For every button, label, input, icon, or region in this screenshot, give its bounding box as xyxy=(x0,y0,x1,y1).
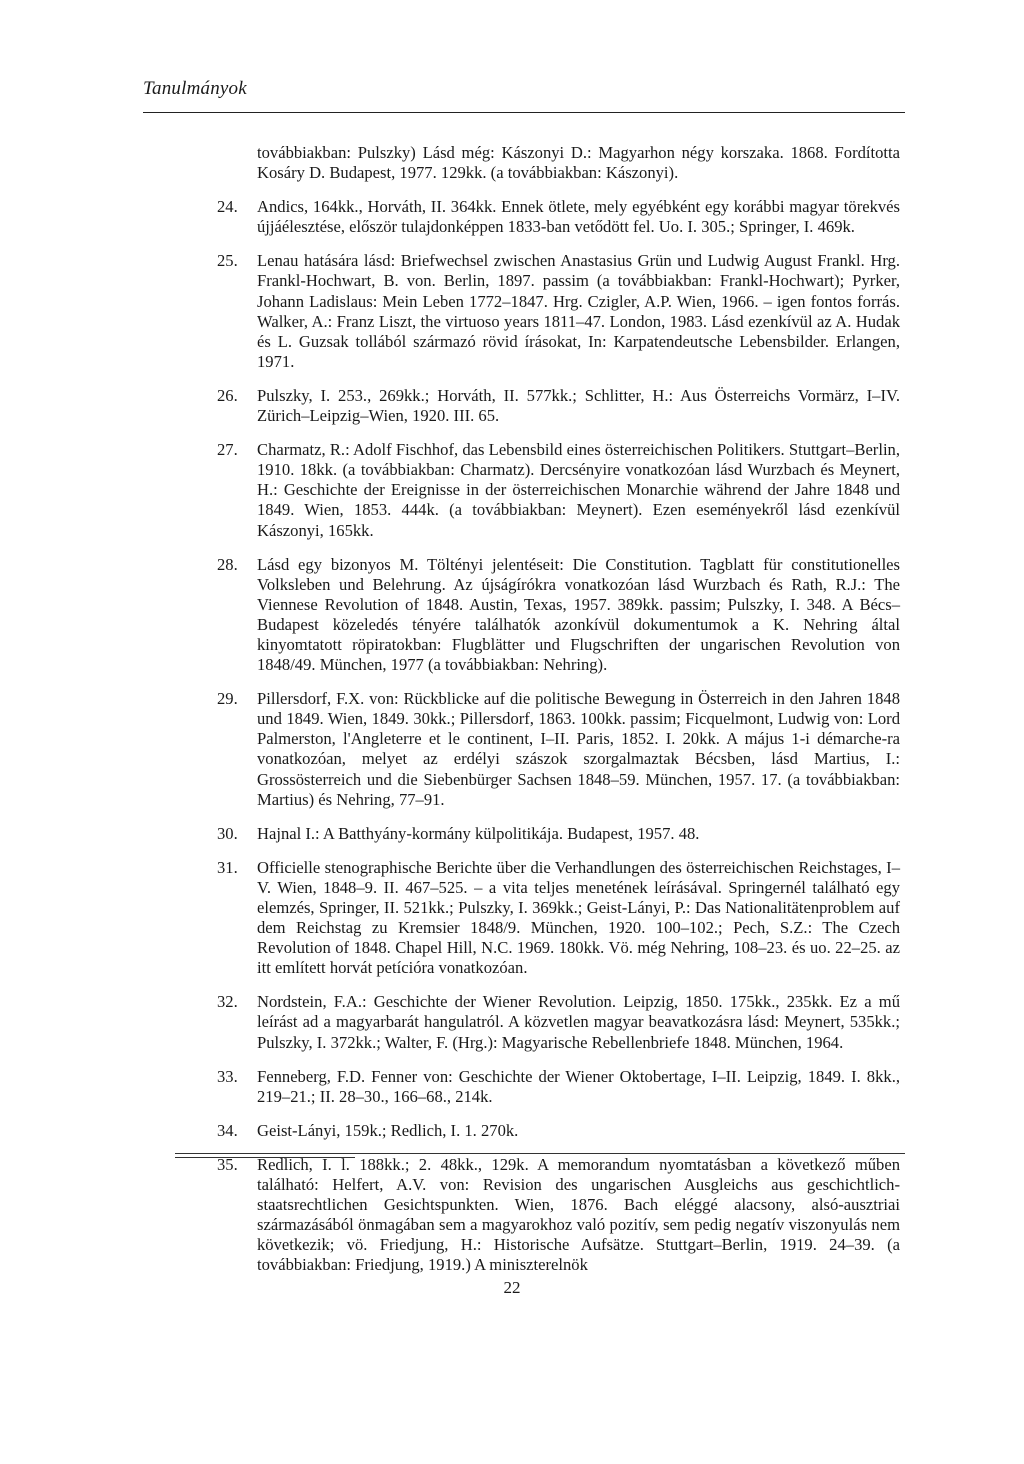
endnote-number: 35. xyxy=(217,1154,238,1174)
endnote xyxy=(217,197,900,237)
endnote-number: 25. xyxy=(217,251,238,271)
endnote xyxy=(217,386,900,426)
endnote-number: 31. xyxy=(217,857,238,877)
endnote-number: 30. xyxy=(217,823,238,843)
endnote-text: Pulszky, I. 253., 269kk.; Horváth, II. 577kk.; Schlitter, H.: Aus Österreichs Vormärz, I–IV. Zürich–Leipzig–Wien, 1920. III. 65. xyxy=(257,385,900,426)
endnote-text: Officielle stenographische Berichte über die Verhandlungen des österreichischen Reichstages, I–V. Wien, 1848–9. II. 467–525. – a vita teljes menetének leírásával. Springernél található egy elemzés, Springer, II. 521kk.; Pulszky, I. 369kk.; Geist-Lányi, P.: Das Nationalitätenproblem auf dem Reichstag zu Kremsier 1848/9. München, 1920. 100–102.; Pech, S.Z.: The Czech Revolution of 1848. Chapel Hill, N.C. 1969. 180kk. Vö. még Nehring, 108–23. és uo. 22–25. az itt említett horvát petícióra vonatkozóan. xyxy=(257,857,900,978)
endnote-text: Lásd egy bizonyos M. Töltényi jelentéseit: Die Constitution. Tagblatt für constitutionelles Volksleben und Belehrung. Az újságírókra vonatkozóan lásd Wurzbach és Rath, R.J.: The Viennese Revolution of 1848. Austin, Texas, 1957. 389kk. passim; Pulszky, I. 348. A Bécs–Budapest közeledés tényére találhatók azonkívül dokumentumok a K. Nehring által kinyomtatott röpiratokban: Flugblätter und Flugschriften der ungarischen Revolution von 1848/49. München, 1977 (a továbbiakban: Nehring). xyxy=(257,554,900,675)
page-number: 22 xyxy=(503,1278,521,1297)
endnote xyxy=(217,143,900,183)
endnote-number: 26. xyxy=(217,385,238,405)
header-rule xyxy=(143,112,905,113)
endnote-number: 32. xyxy=(217,992,238,1012)
endnote-text: Charmatz, R.: Adolf Fischhof, das Lebensbild eines österreichischen Politikers. Stuttgart–Berlin, 1910. 18kk. (a továbbiakban: Charmatz). Dercsényire vonatkozóan lásd Wurzbach és Meynert, H.: Geschichte der Ereignisse in der österreichischen Monarchie während der Jahre 1848 und 1849. Wien, 1853. 444k. (a továbbiakban: Meynert). Ezen eseményekről lásd ezenkívül Kászonyi, 165kk. xyxy=(257,440,900,540)
endnote-number: 27. xyxy=(217,440,238,460)
endnote xyxy=(217,1155,900,1276)
endnote-text: Hajnal I.: A Batthyány-kormány külpolitikája. Budapest, 1957. 48. xyxy=(257,823,700,843)
endnote-number: 24. xyxy=(217,197,238,217)
endnote-number: 34. xyxy=(217,1120,238,1140)
endnote-text: továbbiakban: Pulszky) Lásd még: Kászonyi D.: Magyarhon négy korszaka. 1868. Fordította Kosáry D. Budapest, 1977. 129kk. (a továbbiakban: Kászonyi). xyxy=(257,143,900,183)
endnote-text: Geist-Lányi, 159k.; Redlich, I. 1. 270k. xyxy=(257,1120,519,1140)
endnote xyxy=(217,858,900,979)
endnote xyxy=(217,1067,900,1107)
running-header: Tanulmányok xyxy=(143,78,247,99)
endnote-number: 28. xyxy=(217,554,238,574)
endnote xyxy=(217,689,900,810)
endnote-text: Pillersdorf, F.X. von: Rückblicke auf die politische Bewegung in Österreich in den Jahren 1848 und 1849. Wien, 1849. 30kk.; Pillersdorf, 1863. 100kk. passim; Ficquelmont, Ludwig von: Lord Palmerston, l'Angleterre et le continent, I–II. Paris, 1852. I. 20kk. A május 1-i démarche-ra vonatkozóan, melyet az erdélyi szászok szorgalmaztak Bécsben, lásd Martius, I.: Grossösterreich und die Siebenbürger Sachsen 1848–59. München, 1957. 17. (a továbbiakban: Martius) és Nehring, 77–91. xyxy=(257,689,900,809)
endnote-number: 29. xyxy=(217,689,238,709)
endnote-text: Fenneberg, F.D. Fenner von: Geschichte der Wiener Oktobertage, I–II. Leipzig, 1849. I. 8kk., 219–21.; II. 28–30., 166–68., 214k. xyxy=(257,1066,900,1106)
endnotes-list xyxy=(217,143,900,1290)
endnote-text: Andics, 164kk., Horváth, II. 364kk. Ennek ötlete, mely egyébként egy korábbi magyar törekvés újjáélesztése, először tulajdonképpen 1833-ban vetődött fel. Uo. I. 305.; Springer, I. 469k. xyxy=(257,197,900,237)
endnote xyxy=(217,992,900,1052)
endnote xyxy=(217,824,900,844)
endnote xyxy=(217,251,900,372)
footer-rule xyxy=(175,1153,905,1154)
endnote xyxy=(217,1121,900,1141)
footer-rule-short xyxy=(175,1157,355,1158)
endnote xyxy=(217,440,900,540)
endnote-number: 33. xyxy=(217,1066,238,1086)
endnote-text: Redlich, I. l. 188kk.; 2. 48kk., 129k. A memorandum nyomtatásban a következő műben található: Helfert, A.V. von: Revision des ungarischen Ausgleichs aus geschichtlich-staatsrechtlichen Gesichtspunkten. Wien, 1876. Bach eléggé alacsony, alsó-ausztriai származásából önmagában sem a magyarokhoz való pozitív, sem pedig negatív viszonyulás nem következik; vö. Friedjung, H.: Historische Aufsätze. Stuttgart–Berlin, 1919. 24–39. (a továbbiakban: Friedjung, 1919.) A miniszterelnök xyxy=(257,1154,900,1275)
endnote xyxy=(217,555,900,676)
endnote-text: Nordstein, F.A.: Geschichte der Wiener Revolution. Leipzig, 1850. 175kk., 235kk. Ez a mű leírást ad a magyarbarát hangulatról. A közvetlen magyar beavatkozásra lásd: Meynert, 535kk.; Pulszky, I. 372kk.; Walter, F. (Hrg.): Magyarische Rebellenbriefe 1848. München, 1964. xyxy=(257,992,900,1052)
endnote-text: Lenau hatására lásd: Briefwechsel zwischen Anastasius Grün und Ludwig August Frankl. Hrg. Frankl-Hochwart, B. von. Berlin, 1897. passim (a továbbiakban: Frankl-Hochwart); Pyrker, Johann Ladislaus: Mein Leben 1772–1847. Hrg. Czigler, A.P. Wien, 1966. – igen fontos forrás. Walker, A.: Franz Liszt, the virtuoso years 1811–47. London, 1983. Lásd ezenkívül az A. Hudak és L. Guzsak tollából származó rövid írásokat, In: Karpatendeutsche Lebensbilder. Erlangen, 1971. xyxy=(257,251,900,371)
